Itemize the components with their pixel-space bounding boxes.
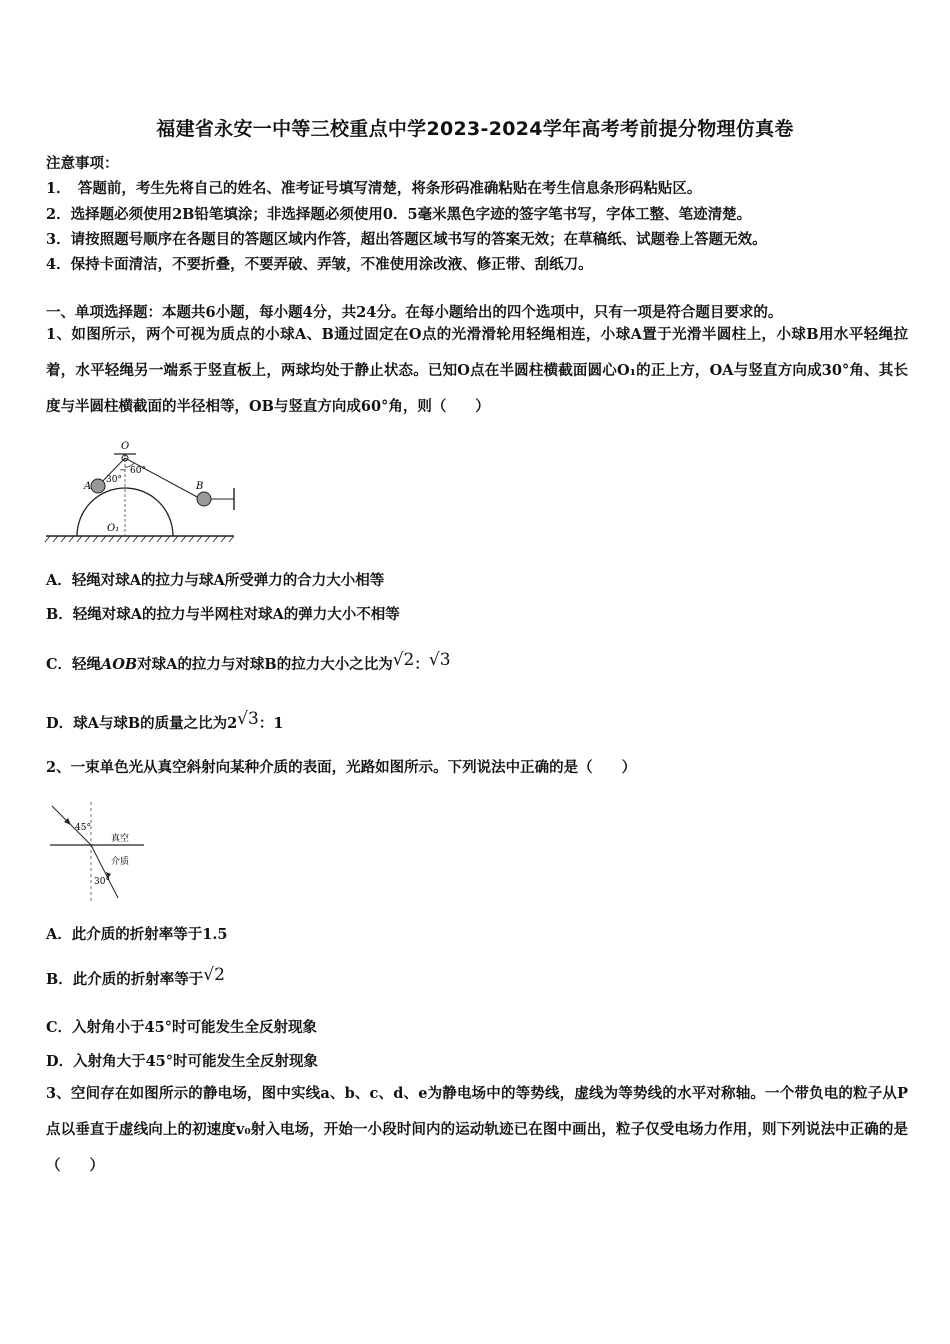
label-o: O <box>121 441 130 452</box>
section-heading: 一、单项选择题：本题共6小题，每小题4分，共24分。在每小题给出的四个选项中，只有一项是符合题目要求的。 <box>46 304 783 321</box>
label-angle-45: 45° <box>75 823 91 833</box>
option-c <box>46 650 451 674</box>
option-d: D．入射角大于45°时可能发生全反射现象 <box>46 1053 319 1070</box>
question-2-stem: 2、一束单色光从真空斜射向某种介质的表面，光路如图所示。下列说法中正确的是（ ） <box>46 759 637 776</box>
sqrt2: √2 <box>203 965 225 985</box>
option-a: A．轻绳对球A的拉力与球A所受弹力的合力大小相等 <box>46 572 385 589</box>
sqrt3: √3 <box>237 709 259 729</box>
label-b: B <box>196 481 204 492</box>
option-b: B．轻绳对球A的拉力与半网柱对球A的弹力大小不相等 <box>46 606 400 623</box>
sqrt3: √3 <box>428 650 451 670</box>
question-3-stem: 3、空间存在如图所示的静电场，图中实线a、b、c、d、e为静电场中的等势线，虚线为等势线的水平对称轴。一个带负电的粒子从P点以垂直于虚线向上的初速度v₀射入电场，开始一小段时间内的运动轨迹已在图中画出，粒子仅受电场力作用，则下列说法中正确的是（ ） <box>46 1085 908 1174</box>
option-b-prefix: B．此介质的折射率等于 <box>46 971 204 988</box>
notice-item: 3．请按照题号顺序在各题目的答题区域内作答，超出答题区域书写的答案无效；在草稿纸、试题卷上答题无效。 <box>46 231 767 248</box>
option-a: A．此介质的折射率等于1.5 <box>46 926 228 943</box>
label-angle-30: 30° <box>94 877 110 887</box>
option-b <box>46 965 225 989</box>
option-c-italic: AOB <box>101 656 138 673</box>
page-title: 福建省永安一中等三校重点中学2023-2024学年高考考前提分物理仿真卷 <box>156 118 794 140</box>
option-d-prefix: D．球A与球B的质量之比为2 <box>46 715 238 732</box>
question-1-figure <box>44 436 244 546</box>
notice-item: 1． 答题前，考生先将自己的姓名、准考证号填写清楚，将条形码准确粘贴在考生信息条形码粘贴区。 <box>46 180 702 197</box>
label-vacuum: 真空 <box>111 834 130 844</box>
label-medium: 介质 <box>111 857 130 867</box>
option-c-mid: 对球A的拉力与对球B的拉力大小之比为 <box>137 656 393 673</box>
option-d <box>46 709 283 733</box>
option-c-prefix: C．轻绳 <box>46 656 102 673</box>
notice-heading: 注意事项： <box>46 155 119 172</box>
label-o1: O₁ <box>107 523 120 534</box>
question-2-figure <box>44 800 154 910</box>
notice-item: 4．保持卡面清洁，不要折叠，不要弄破、弄皱，不准使用涂改液、修正带、刮纸刀。 <box>46 256 593 273</box>
label-angle-60: 60° <box>130 466 146 476</box>
ratio-sep: ： <box>414 656 429 673</box>
question-1-stem: 1、如图所示，两个可视为质点的小球A、B通过固定在O点的光滑滑轮用轻绳相连，小球A置于光滑半圆柱上，小球B用水平轻绳拉着，水平轻绳另一端系于竖直板上，两球均处于静止状态。已知O点在半圆柱横截面圆心O₁的正上方，OA与竖直方向成30°角、其长度与半圆柱横截面的半径相等，OB与竖直方向成60°角，则（ ） <box>46 326 908 415</box>
option-d-suffix: ：1 <box>258 715 284 732</box>
label-angle-30: 30° <box>106 475 122 485</box>
notice-item: 2．选择题必须使用2B铅笔填涂；非选择题必须使用0．5毫米黑色字迹的签字笔书写，字体工整、笔迹清楚。 <box>46 206 752 223</box>
label-a: A <box>84 481 92 492</box>
option-c: C．入射角小于45°时可能发生全反射现象 <box>46 1019 317 1036</box>
sqrt2: √2 <box>392 650 415 670</box>
